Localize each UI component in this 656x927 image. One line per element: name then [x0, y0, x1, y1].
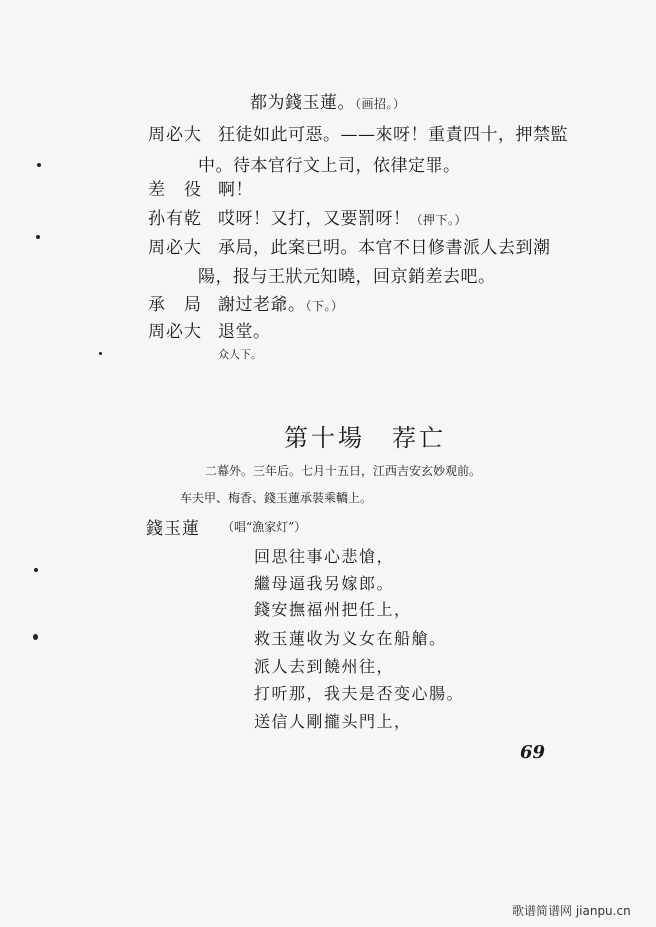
speaker-name: 差 役 [148, 180, 202, 200]
speaker-name: 承 局 [148, 295, 202, 315]
verse-line: 送信人剛攏头門上， [254, 712, 412, 731]
dialogue-text: 承局，此案已明。本官不日修書派人去到潮 [218, 238, 551, 258]
speaker-name: 周必大 [148, 322, 202, 342]
scan-speck [36, 235, 40, 239]
verse-line: 打听那，我夫是否变心腸。 [254, 684, 465, 703]
scan-speck [37, 163, 41, 167]
stage-direction: （下。） [305, 299, 344, 313]
page-number: 69 [520, 742, 546, 763]
scene-setting: 二幕外。三年后。七月十五日，江西吉安玄妙观前。 [205, 464, 482, 478]
dialogue-text: 謝过老爺。 [218, 295, 306, 315]
exit-note: 众人下。 [218, 348, 262, 361]
stage-direction: （画招。） [355, 97, 406, 111]
speaker-name: 孙有乾 [148, 209, 202, 229]
speaker-name: 周必大 [148, 125, 202, 145]
verse-line: 錢安撫福州把任上， [254, 600, 412, 619]
tune-name: （唱“漁家灯”） [222, 520, 307, 534]
speaker-name: 周必大 [148, 238, 202, 258]
verse-line: 回思往事心悲愴， [254, 547, 395, 566]
top-line-text: 都为錢玉蓮。 [250, 93, 355, 113]
scan-speck [34, 568, 38, 572]
stage-direction: （押下。） [410, 213, 468, 227]
dialogue-text: 退堂。 [218, 322, 271, 342]
dialogue-line [218, 290, 344, 315]
verse-line: 繼母逼我另嫁郎。 [254, 574, 395, 593]
dialogue-text: 狂徒如此可惡。——來呀！重責四十，押禁監 [218, 125, 568, 145]
dialogue-text: 陽，报与王狀元知曉，回京銷差去吧。 [198, 267, 496, 287]
top-line [250, 88, 406, 113]
dialogue-text: 啊！ [218, 180, 253, 200]
scene-title: 第十場 荐亡 [284, 424, 446, 452]
dialogue-text: 中。待本官行文上司，依律定罪。 [198, 156, 461, 176]
scan-speck [33, 634, 38, 640]
verse-line: 救玉蓮收为义女在船艙。 [254, 629, 447, 648]
singer-name: 錢玉蓮 [146, 519, 200, 539]
scan-speck [99, 352, 102, 355]
dialogue-text: 哎呀！又打，又要罰呀！ [218, 209, 411, 229]
entrance-direction: 车夫甲、梅香、錢玉蓮承裝乘轎上。 [180, 491, 373, 505]
dialogue-line [218, 204, 467, 229]
watermark: 歌谱简谱网 jianpu.cn [512, 904, 631, 918]
verse-line: 派人去到饒州往， [254, 657, 395, 676]
